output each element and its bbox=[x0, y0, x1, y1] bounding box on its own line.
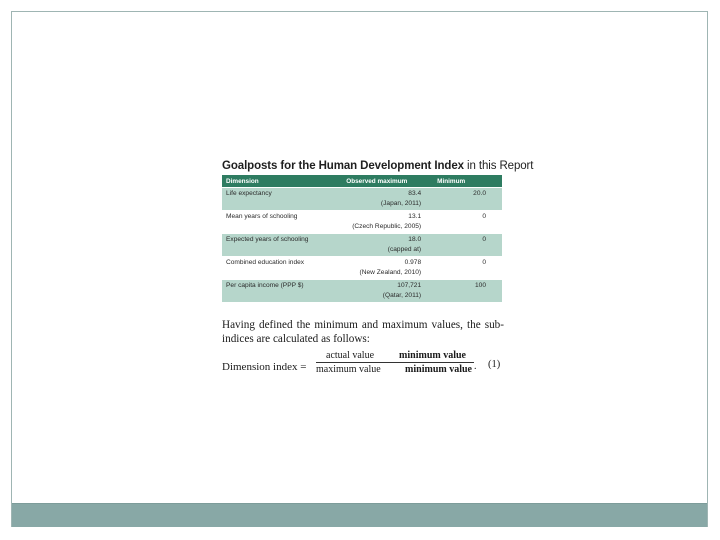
document-image bbox=[222, 160, 534, 386]
table-row bbox=[222, 280, 502, 303]
formula-numerator bbox=[316, 350, 474, 361]
numerator-actual: actual value bbox=[326, 350, 375, 361]
footer-bar bbox=[12, 503, 707, 527]
table-row bbox=[222, 257, 502, 280]
max-source: (capped at) bbox=[387, 245, 422, 253]
formula-period: . bbox=[474, 361, 477, 372]
table-row bbox=[222, 211, 502, 234]
cell-minimum: 20.0 bbox=[473, 190, 486, 197]
max-value: 13.1 bbox=[408, 213, 422, 220]
cell-dimension: Combined education index bbox=[226, 259, 305, 266]
table-title bbox=[222, 160, 534, 172]
cell-minimum: 100 bbox=[474, 282, 486, 289]
max-source: (Japan, 2011) bbox=[380, 199, 422, 207]
cell-dimension: Mean years of schooling bbox=[226, 213, 298, 220]
cell-observed-maximum bbox=[336, 234, 421, 257]
table-header-row bbox=[222, 175, 502, 188]
col-header-minimum: Minimum bbox=[421, 175, 502, 188]
denominator-minimum: minimum value bbox=[405, 364, 472, 375]
cell-minimum: 0 bbox=[482, 236, 486, 243]
col-header-dimension: Dimension bbox=[222, 175, 336, 188]
cell-observed-maximum bbox=[336, 280, 421, 303]
formula-denominator bbox=[316, 364, 474, 375]
cell-observed-maximum bbox=[336, 188, 421, 211]
body-paragraph: Having defined the minimum and maximum values, the sub-indices are calculated as follows: bbox=[222, 319, 504, 345]
goalposts-table bbox=[222, 175, 502, 302]
cell-observed-maximum bbox=[336, 211, 421, 234]
col-header-observed-maximum: Observed maximum bbox=[336, 175, 421, 188]
formula-fraction bbox=[316, 350, 474, 375]
fraction-bar bbox=[316, 362, 474, 363]
max-value: 107,721 bbox=[397, 282, 422, 289]
max-source: (Czech Republic, 2005) bbox=[352, 222, 422, 230]
cell-minimum: 0 bbox=[482, 213, 486, 220]
table-row bbox=[222, 188, 502, 211]
numerator-minimum: minimum value bbox=[399, 350, 466, 361]
table-title-bold: Goalposts for the Human Development Index bbox=[222, 160, 464, 172]
cell-observed-maximum bbox=[336, 257, 421, 280]
cell-dimension: Expected years of schooling bbox=[226, 236, 309, 243]
equation-number: (1) bbox=[488, 359, 501, 370]
max-value: 83.4 bbox=[408, 190, 422, 197]
table-row bbox=[222, 234, 502, 257]
cell-minimum: 0 bbox=[482, 259, 486, 266]
table-title-rest: in this Report bbox=[463, 160, 534, 172]
cell-dimension: Life expectancy bbox=[226, 190, 272, 197]
max-value: 0.978 bbox=[404, 259, 422, 266]
formula-lhs: Dimension index = bbox=[222, 361, 307, 373]
max-value: 18.0 bbox=[408, 236, 422, 243]
max-source: (Qatar, 2011) bbox=[382, 291, 422, 299]
dimension-index-formula bbox=[222, 350, 504, 386]
max-source: (New Zealand, 2010) bbox=[359, 268, 422, 276]
cell-dimension: Per capita income (PPP $) bbox=[226, 282, 304, 289]
denominator-maximum: maximum value bbox=[316, 364, 381, 375]
